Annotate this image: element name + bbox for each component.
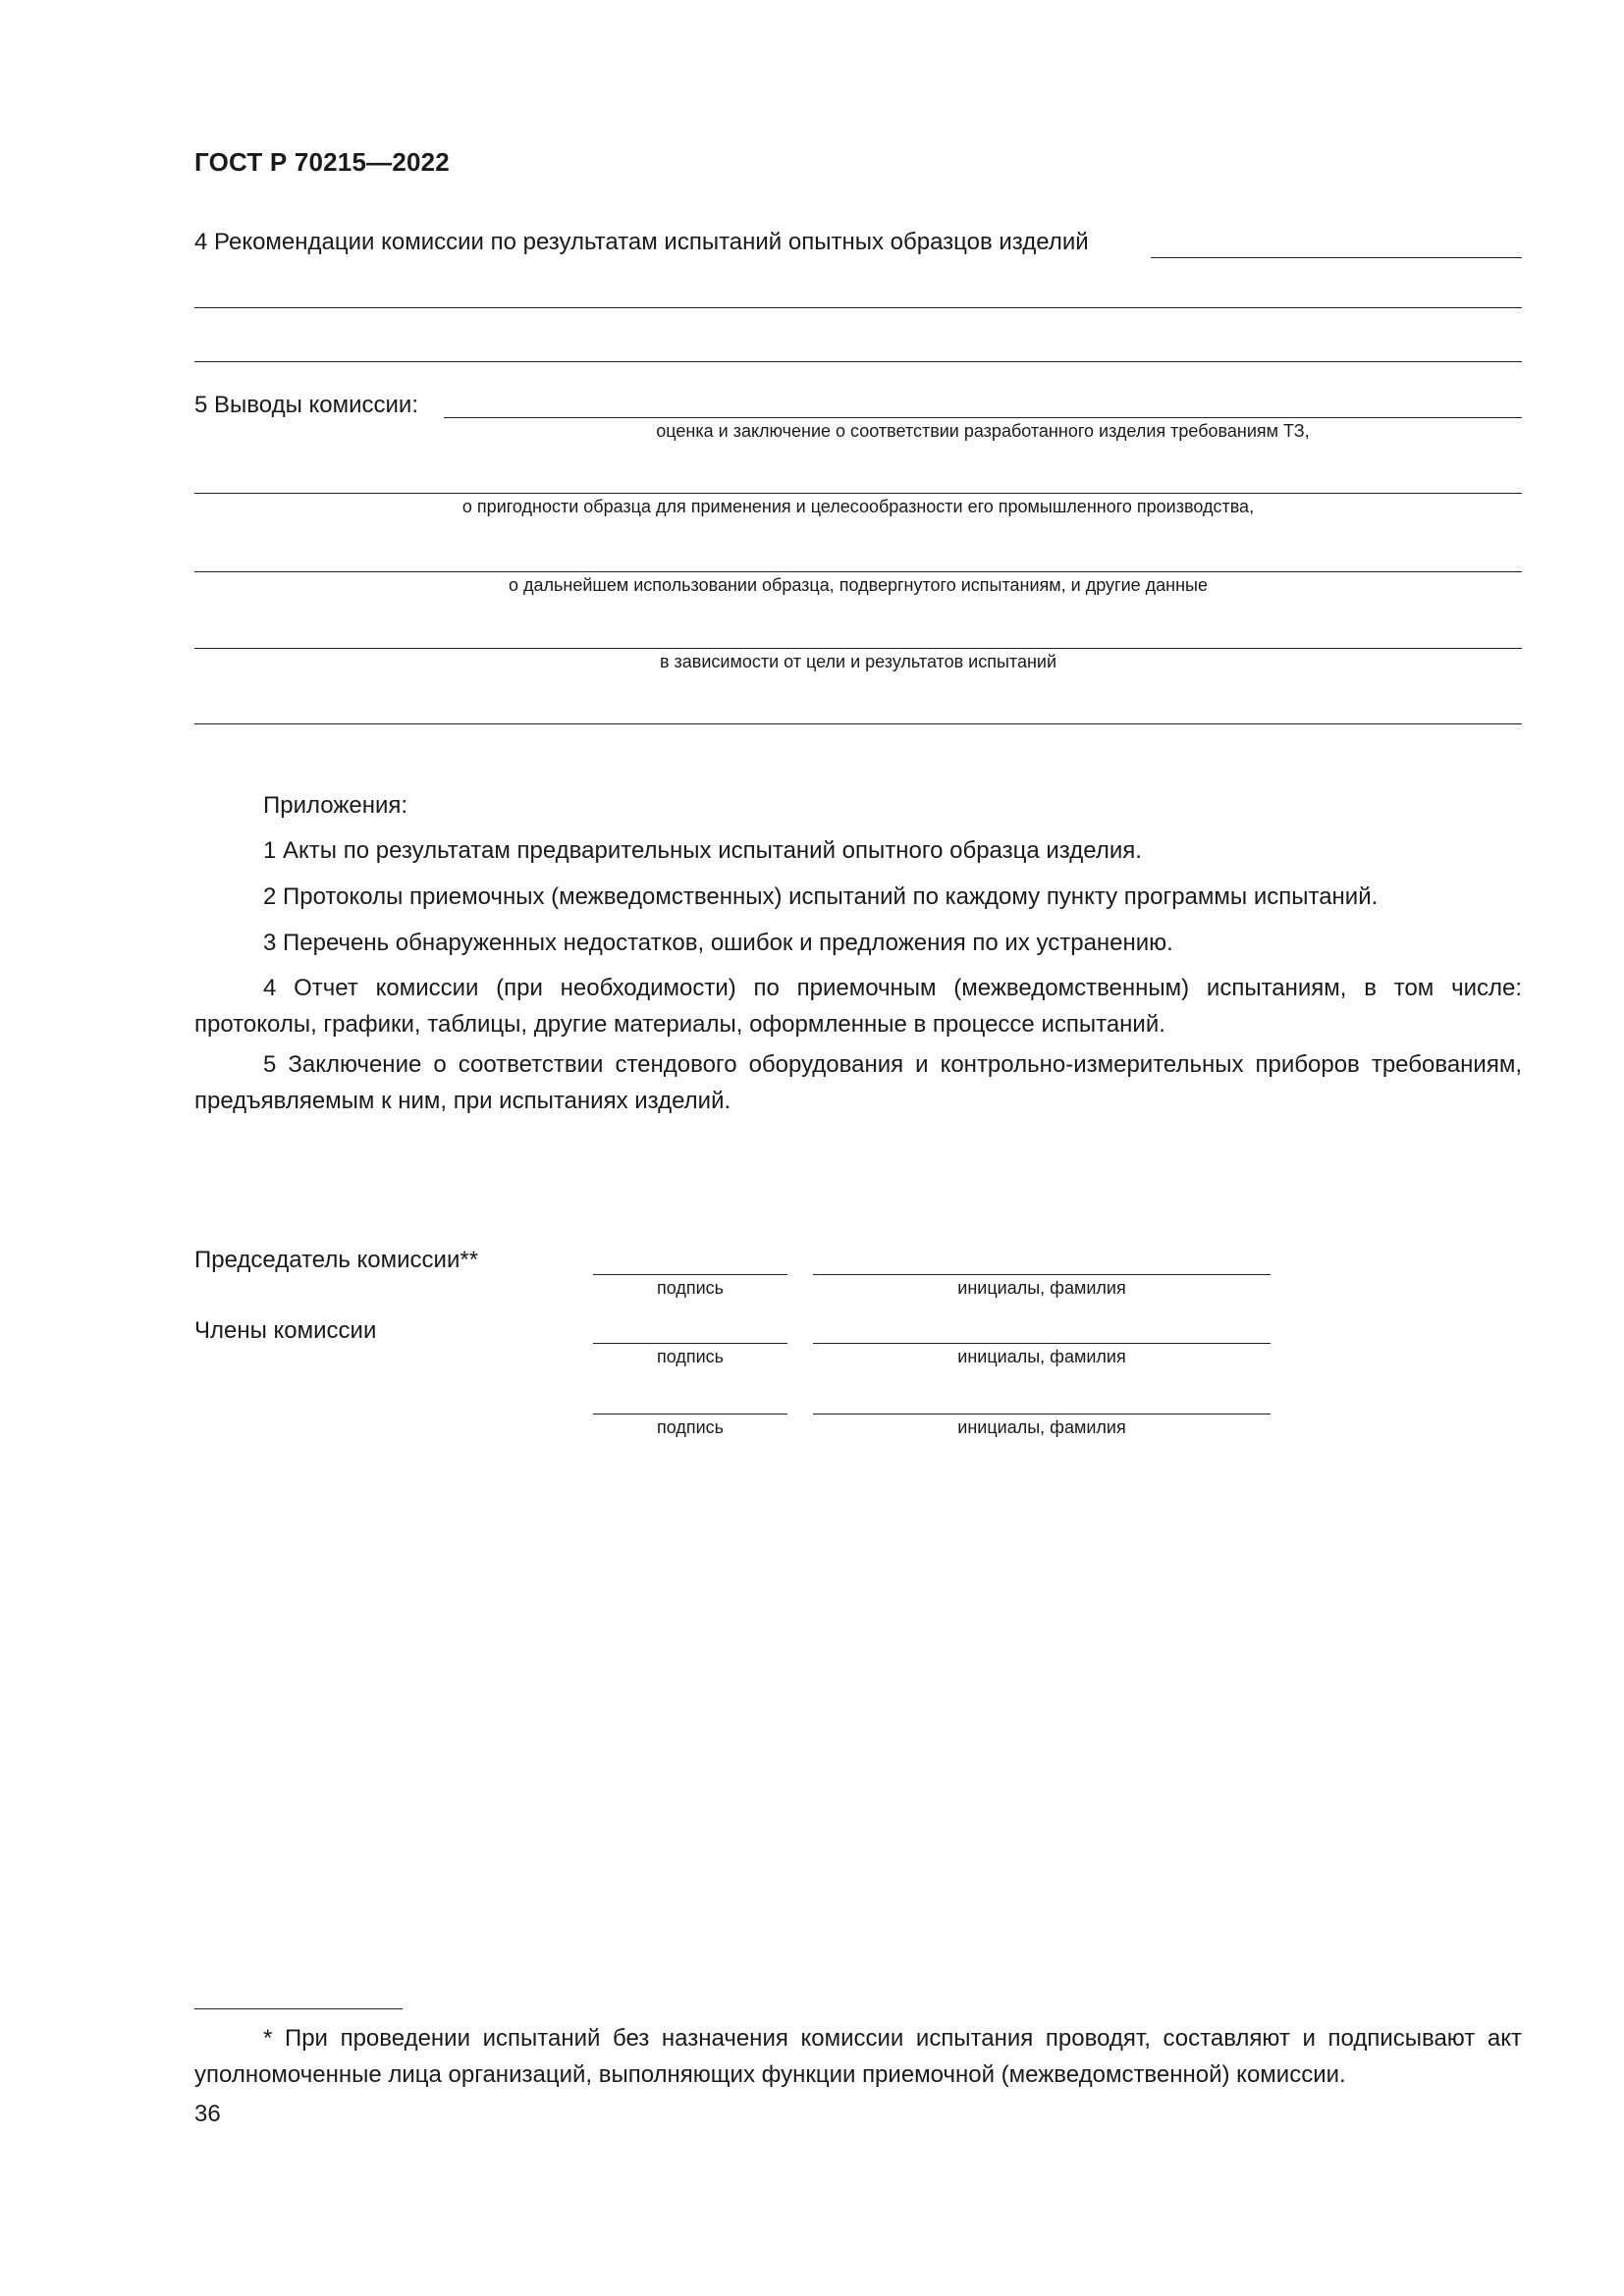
- section-5-blank-line: [194, 571, 1522, 572]
- section-5-blank-line: [194, 493, 1522, 494]
- signature-line: [593, 1414, 787, 1415]
- name-caption: инициалы, фамилия: [957, 1417, 1126, 1437]
- section-5-blank-line: [194, 648, 1522, 649]
- section-5-blank-line: [444, 417, 1522, 418]
- attachment-item: 5 Заключение о соответствии стендового оборудования и контрольно-измерительных приборов требованиям, предъявляемым к ним, при испытаниях изделий.: [194, 1051, 1522, 1114]
- section-5-label: 5 Выводы комиссии:: [194, 392, 418, 418]
- section-4-blank-line: [194, 307, 1522, 308]
- section-4-label: 4 Рекомендации комиссии по результатам испытаний опытных образцов изделий: [194, 229, 1089, 255]
- signature-line: [593, 1343, 787, 1344]
- attachment-item: 3 Перечень обнаруженных недостатков, ошибок и предложения по их устранению.: [263, 930, 1173, 956]
- attachment-item: 2 Протоколы приемочных (межведомственных) испытаний по каждому пункту программы испытаний.: [263, 883, 1379, 910]
- section-5-caption: в зависимости от цели и результатов испытаний: [659, 652, 1057, 671]
- page-number: 36: [194, 2101, 221, 2127]
- footnote-separator: [194, 2008, 403, 2009]
- attachments-title: Приложения:: [263, 792, 408, 819]
- section-4-blank-line: [194, 361, 1522, 362]
- section-5-caption: о пригодности образца для применения и целесообразности его промышленного производства,: [461, 497, 1255, 516]
- name-line: [813, 1274, 1271, 1275]
- attachment-item: 4 Отчет комиссии (при необходимости) по приемочным (межведомственным) испытаниям, в том числе: протоколы, графики, таблицы, другие материалы, оформленные в процессе испытаний.: [194, 975, 1522, 1038]
- members-label: Члены комиссии: [194, 1317, 377, 1344]
- section-5-caption: о дальнейшем использовании образца, подвергнутого испытаниям, и другие данные: [509, 575, 1208, 595]
- section-5-blank-line: [194, 723, 1522, 724]
- section-4-blank-line: [1151, 257, 1522, 258]
- footnote-text: * При проведении испытаний без назначения комиссии испытания проводят, составляют и подписывают акт уполномоченные лица организаций, выполняющих функции приемочной (межведомственной) комиссии.: [194, 2025, 1522, 2088]
- name-line: [813, 1414, 1271, 1415]
- chairman-label: Председатель комиссии**: [194, 1247, 479, 1273]
- signature-line: [593, 1274, 787, 1275]
- name-line: [813, 1343, 1271, 1344]
- name-caption: инициалы, фамилия: [957, 1347, 1126, 1366]
- signature-caption: подпись: [656, 1347, 725, 1366]
- name-caption: инициалы, фамилия: [957, 1278, 1126, 1298]
- section-5-caption: оценка и заключение о соответствии разработанного изделия требованиям ТЗ,: [656, 421, 1310, 441]
- signature-caption: подпись: [656, 1278, 725, 1298]
- document-header: ГОСТ Р 70215—2022: [194, 147, 450, 177]
- signature-caption: подпись: [656, 1417, 725, 1437]
- attachment-item: 1 Акты по результатам предварительных испытаний опытного образца изделия.: [263, 837, 1142, 864]
